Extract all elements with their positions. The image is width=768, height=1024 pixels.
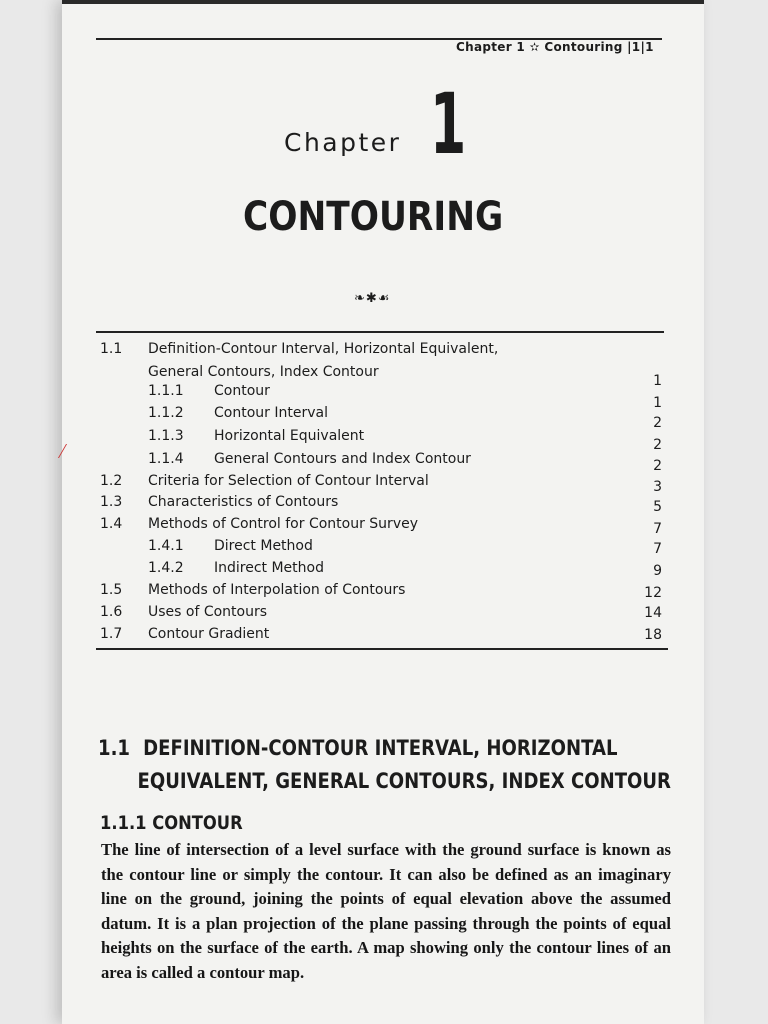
- toc-entry-number: 1.4.2: [148, 560, 184, 576]
- section-heading: [98, 732, 671, 798]
- toc-bottom-rule: [96, 648, 668, 650]
- toc-entry-page: 7: [653, 521, 662, 537]
- toc-entry-number: 1.3: [100, 494, 123, 510]
- page-top-edge: [62, 0, 704, 4]
- toc-entry-number: 1.4: [100, 516, 123, 532]
- toc-entry-page: 14: [644, 605, 662, 621]
- chapter-label: Chapter: [284, 128, 402, 157]
- chapter-number: 1: [430, 75, 467, 173]
- toc-entry-page: 5: [653, 499, 662, 515]
- toc-entry-title: Uses of Contours: [148, 604, 268, 620]
- header-rule: [96, 38, 662, 40]
- toc-entry-page: 2: [653, 415, 662, 431]
- toc-entry-title: Contour Interval: [214, 405, 328, 421]
- toc-entry-title: Characteristics of Contours: [148, 494, 339, 510]
- toc-entry-number: 1.1.3: [148, 428, 184, 444]
- section-title-line1: DEFINITION-CONTOUR INTERVAL, HORIZONTAL: [143, 736, 618, 760]
- toc-entry-number: 1.6: [100, 604, 123, 620]
- toc-entry-page: 12: [644, 585, 662, 601]
- toc-entry-title: Definition-Contour Interval, Horizontal Equivalent,: [148, 341, 499, 357]
- toc-entry-number: 1.2: [100, 473, 123, 489]
- toc-entry-page: 18: [644, 627, 662, 643]
- toc-entry-title: Criteria for Selection of Contour Interval: [148, 473, 429, 489]
- running-head: Chapter 1 ✫ Contouring |1|1: [456, 40, 654, 54]
- toc-entry-title: Direct Method: [214, 538, 313, 554]
- toc-entry-title: Contour Gradient: [148, 626, 270, 642]
- toc-entry-number: 1.7: [100, 626, 123, 642]
- toc-entry: [0, 341, 768, 361]
- toc-entry-title: Indirect Method: [214, 560, 324, 576]
- subsection-heading: 1.1.1 CONTOUR: [100, 812, 243, 834]
- toc-entry-number: 1.4.1: [148, 538, 184, 554]
- toc-entry-title: Methods of Interpolation of Contours: [148, 582, 406, 598]
- toc-top-rule: [96, 331, 664, 333]
- chapter-title: CONTOURING: [243, 194, 504, 240]
- toc-entry-title: General Contours and Index Contour: [214, 451, 471, 467]
- section-title-line2: EQUIVALENT, GENERAL CONTOURS, INDEX CONTOUR: [137, 769, 671, 793]
- ornament-divider: ❧✱☙: [354, 290, 391, 305]
- toc-entry-page: 1: [653, 373, 662, 389]
- toc-entry-page: 3: [653, 479, 662, 495]
- toc-entry-page: 9: [653, 563, 662, 579]
- toc-entry-page: 7: [653, 541, 662, 557]
- toc-entry-number: 1.1: [100, 341, 123, 357]
- toc-entry-title: Horizontal Equivalent: [214, 428, 365, 444]
- toc-entry-title: Methods of Control for Contour Survey: [148, 516, 418, 532]
- toc-entry-page: 1: [653, 395, 662, 411]
- toc-entry-page: 2: [653, 437, 662, 453]
- toc-entry-title: Contour: [214, 383, 270, 399]
- toc-entry-title: General Contours, Index Contour: [148, 364, 379, 380]
- section-number: 1.1: [98, 736, 130, 760]
- toc-entry-number: 1.1.2: [148, 405, 184, 421]
- body-paragraph: The line of intersection of a level surface with the ground surface is known as the contour line or simply the contour. It can also be defined as an imaginary line on the ground, joining the points of equal elevation above the assumed datum. It is a plan projection of the plane passing through the points of equal heights on the surface of the earth. A map showing only the contour lines of an area is called a contour map.: [101, 840, 671, 982]
- toc-entry-page: 2: [653, 458, 662, 474]
- toc-entry-number: 1.5: [100, 582, 123, 598]
- toc-entry-number: 1.1.1: [148, 383, 184, 399]
- toc-entry-number: 1.1.4: [148, 451, 184, 467]
